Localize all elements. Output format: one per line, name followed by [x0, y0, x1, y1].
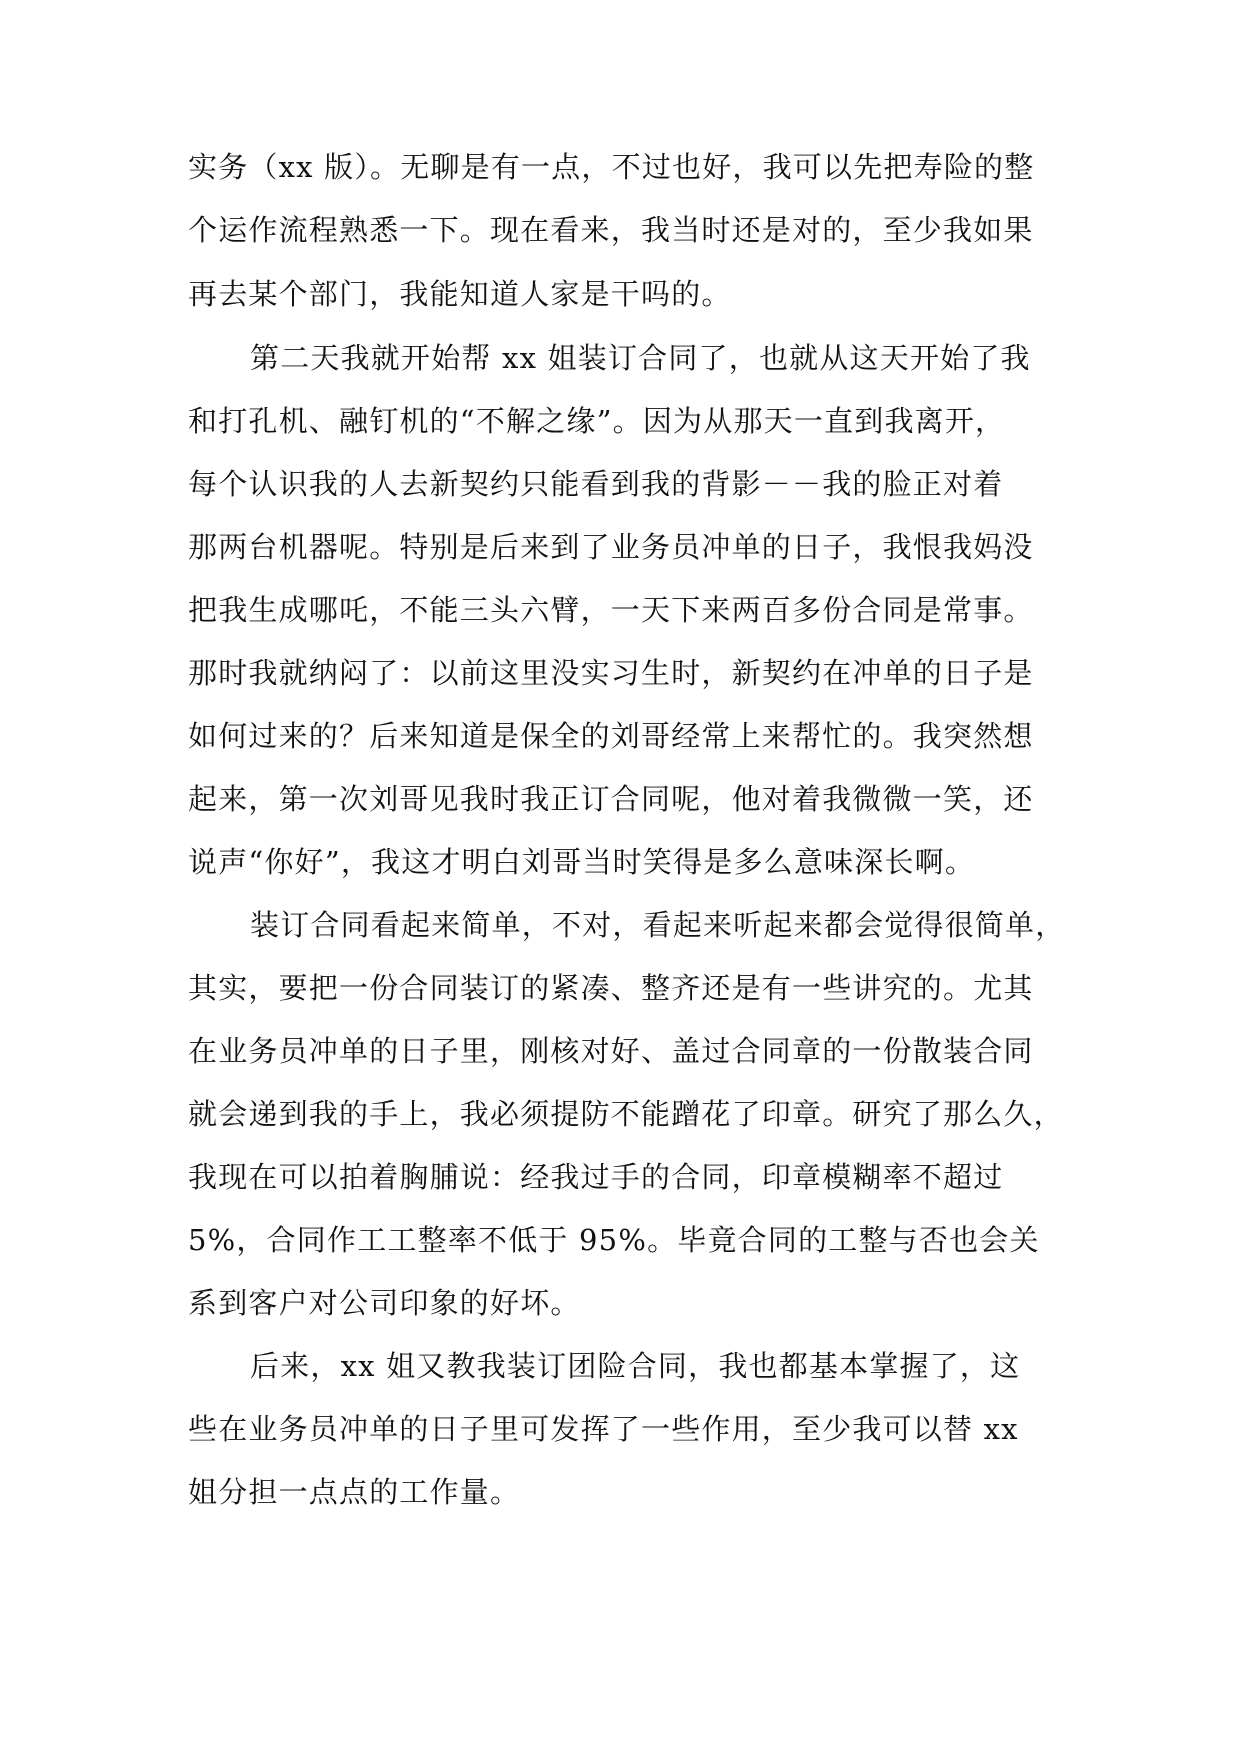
- text-line: 那两台机器呢。特别是后来到了业务员冲单的日子，我恨我妈没: [188, 530, 1034, 564]
- text-line: 起来，第一次刘哥见我时我正订合同呢，他对着我微微一笑，还: [188, 782, 1034, 816]
- text-line: 在业务员冲单的日子里，刚核对好、盖过合同章的一份散装合同: [188, 1034, 1034, 1068]
- text-line: 其实，要把一份合同装订的紧凑、整齐还是有一些讲究的。尤其: [188, 971, 1034, 1005]
- text-line: 再去某个部门，我能知道人家是干吗的。: [188, 277, 732, 311]
- text-line: 我现在可以拍着胸脯说：经我过手的合同，印章模糊率不超过: [188, 1160, 1004, 1194]
- text-line: 5%，合同作工工整率不低于 95%。毕竟合同的工整与否也会关: [188, 1223, 1040, 1257]
- paragraph-first-line: 装订合同看起来简单，不对，看起来听起来都会觉得很简单，: [250, 908, 1066, 942]
- text-line: 就会递到我的手上，我必须提防不能蹭花了印章。研究了那么久，: [188, 1097, 1064, 1131]
- text-line: 系到客户对公司印象的好坏。: [188, 1286, 581, 1320]
- text-line: 个运作流程熟悉一下。现在看来，我当时还是对的，至少我如果: [188, 213, 1034, 247]
- text-line: 把我生成哪吒，不能三头六臂，一天下来两百多份合同是常事。: [188, 593, 1034, 627]
- text-line: 些在业务员冲单的日子里可发挥了一些作用，至少我可以替 xx: [188, 1412, 1019, 1446]
- text-line: 和打孔机、融钉机的“不解之缘”。因为从那天一直到我离开，: [188, 404, 1006, 438]
- text-line: 姐分担一点点的工作量。: [188, 1475, 521, 1509]
- text-line: 说声“你好”，我这才明白刘哥当时笑得是多么意味深长啊。: [188, 845, 976, 879]
- text-line: 如何过来的？后来知道是保全的刘哥经常上来帮忙的。我突然想: [188, 719, 1034, 753]
- text-line: 实务（xx 版）。无聊是有一点，不过也好，我可以先把寿险的整: [188, 150, 1035, 184]
- paragraph-first-line: 后来，xx 姐又教我装订团险合同，我也都基本掌握了，这: [250, 1349, 1021, 1383]
- text-line: 每个认识我的人去新契约只能看到我的背影－－我的脸正对着: [188, 467, 1004, 501]
- text-line: 那时我就纳闷了：以前这里没实习生时，新契约在冲单的日子是: [188, 656, 1034, 690]
- paragraph-first-line: 第二天我就开始帮 xx 姐装订合同了，也就从这天开始了我: [250, 341, 1031, 375]
